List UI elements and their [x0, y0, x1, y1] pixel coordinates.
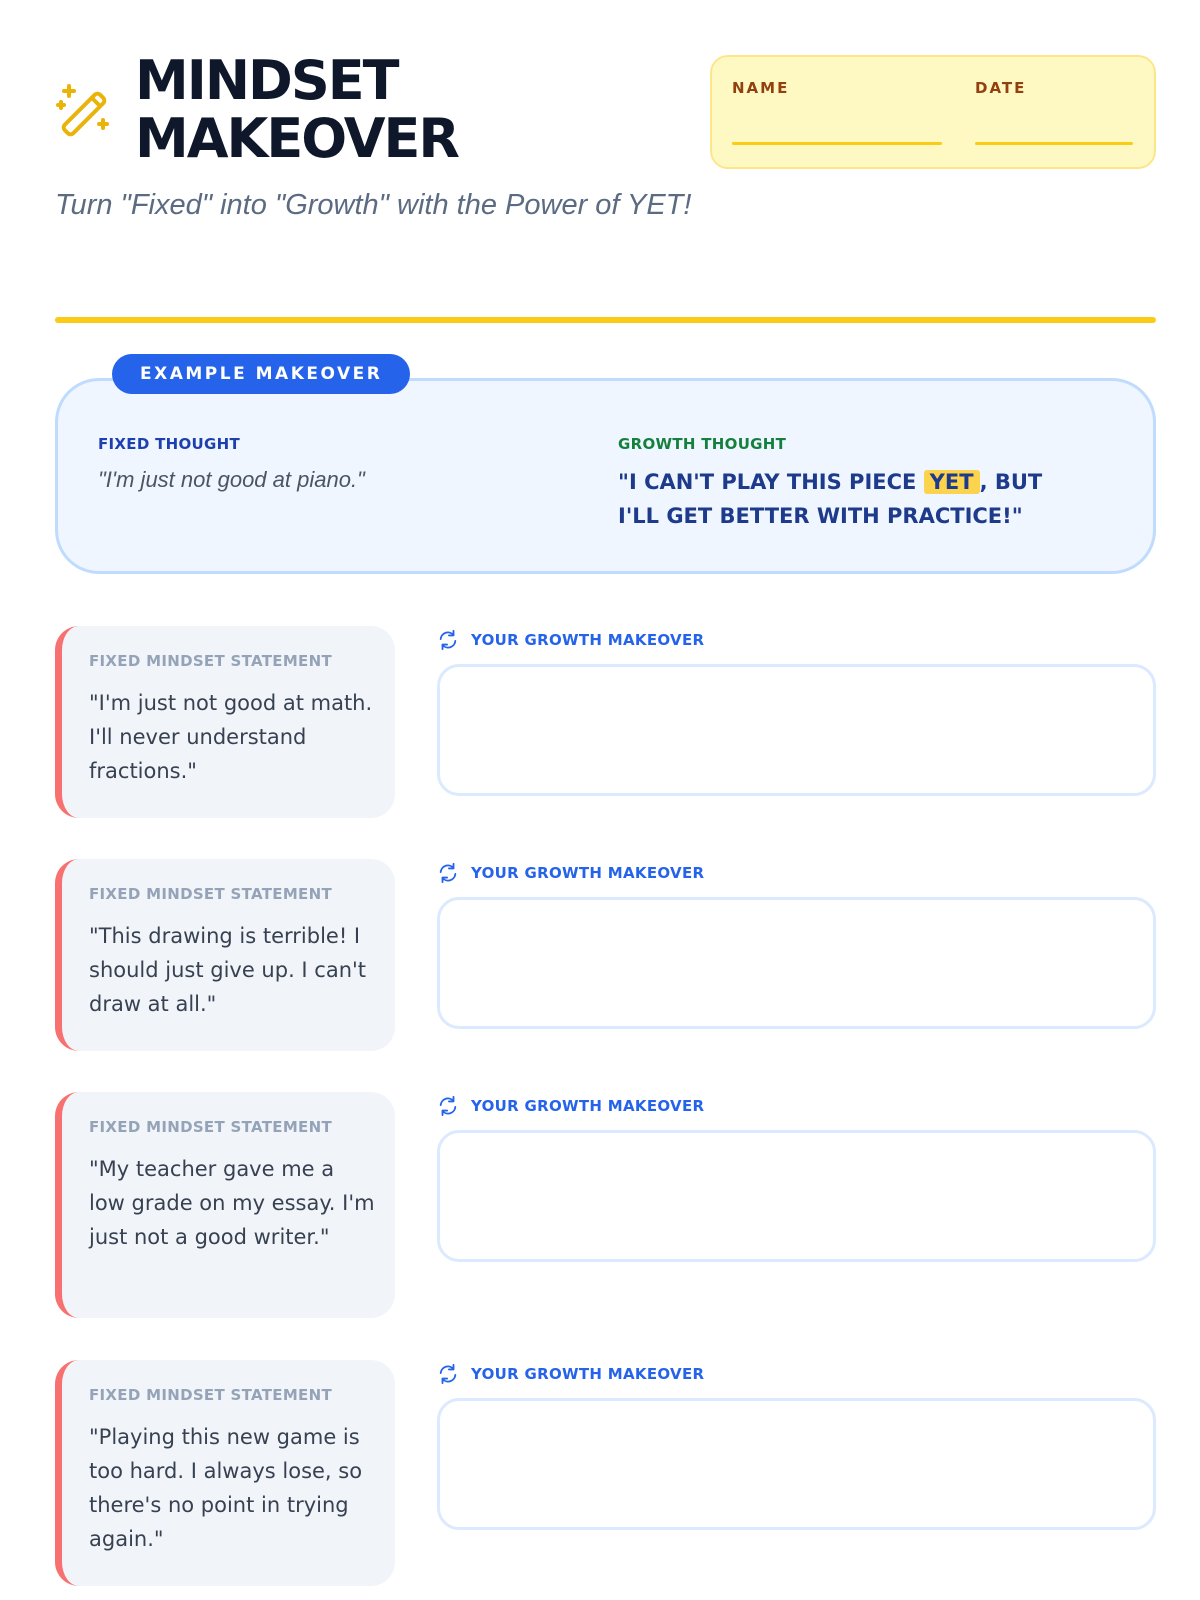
- divider: [55, 317, 1156, 323]
- example-makeover-card: [55, 378, 1156, 574]
- fixed-statement-label: FIXED MINDSET STATEMENT: [89, 652, 332, 670]
- fixed-statement-label: FIXED MINDSET STATEMENT: [89, 1386, 332, 1404]
- name-label: NAME: [732, 79, 790, 97]
- growth-makeover-header: [437, 626, 704, 654]
- example-fixed-text: "I'm just not good at piano.": [98, 467, 365, 492]
- growth-makeover-answer-box[interactable]: [437, 664, 1156, 796]
- title-line-2: MAKEOVER: [135, 107, 458, 170]
- growth-makeover-answer-box[interactable]: [437, 897, 1156, 1029]
- fixed-statement-card: [55, 1092, 395, 1318]
- fixed-statement-label: FIXED MINDSET STATEMENT: [89, 885, 332, 903]
- fixed-statement-text: "Playing this new game is too hard. I always lose, so there's no point in trying again.": [89, 1425, 363, 1551]
- fixed-statement-text: "I'm just not good at math. I'll never understand fractions.": [89, 691, 373, 783]
- example-makeover-tag: EXAMPLE MAKEOVER: [112, 354, 410, 394]
- fixed-statement-label: FIXED MINDSET STATEMENT: [89, 1118, 332, 1136]
- yet-highlight: YET: [924, 470, 980, 494]
- growth-makeover-header: [437, 1360, 704, 1388]
- refresh-icon: [437, 1363, 459, 1385]
- example-fixed-label: FIXED THOUGHT: [98, 435, 241, 453]
- example-growth-text: [618, 465, 1088, 533]
- fixed-statement-card: [55, 626, 395, 818]
- growth-makeover-answer-box[interactable]: [437, 1130, 1156, 1262]
- page-title: [135, 49, 458, 170]
- date-label: DATE: [975, 79, 1027, 97]
- refresh-icon: [437, 1095, 459, 1117]
- growth-makeover-label: YOUR GROWTH MAKEOVER: [471, 1097, 705, 1115]
- name-line: [732, 142, 942, 145]
- fixed-statement-card: [55, 1360, 395, 1586]
- title-line-1: MINDSET: [135, 49, 398, 112]
- growth-makeover-answer-box[interactable]: [437, 1398, 1156, 1530]
- fixed-statement-text: "This drawing is terrible! I should just give up. I can't draw at all.": [89, 924, 367, 1016]
- name-date-box: [710, 55, 1156, 169]
- growth-makeover-label: YOUR GROWTH MAKEOVER: [471, 1365, 705, 1383]
- example-growth-before: "I CAN'T PLAY THIS PIECE: [618, 470, 924, 494]
- page-subtitle: Turn "Fixed" into "Growth" with the Power of YET!: [55, 189, 692, 221]
- example-growth-column: [618, 435, 1118, 533]
- growth-makeover-label: YOUR GROWTH MAKEOVER: [471, 631, 705, 649]
- example-growth-after: , BUT I'LL GET BETTER WITH PRACTICE!": [618, 470, 1043, 528]
- growth-makeover-label: YOUR GROWTH MAKEOVER: [471, 864, 705, 882]
- date-line: [975, 142, 1133, 145]
- fixed-statement-text: "My teacher gave me a low grade on my essay. I'm just not a good writer.": [89, 1157, 375, 1249]
- fixed-statement-card: [55, 859, 395, 1051]
- refresh-icon: [437, 862, 459, 884]
- refresh-icon: [437, 629, 459, 651]
- name-field[interactable]: [732, 79, 942, 97]
- growth-makeover-header: [437, 1092, 704, 1120]
- date-field[interactable]: [975, 79, 1133, 97]
- example-fixed-column: [98, 435, 578, 493]
- growth-makeover-header: [437, 859, 704, 887]
- magic-wand-icon: [55, 82, 115, 142]
- example-growth-label: GROWTH THOUGHT: [618, 435, 787, 453]
